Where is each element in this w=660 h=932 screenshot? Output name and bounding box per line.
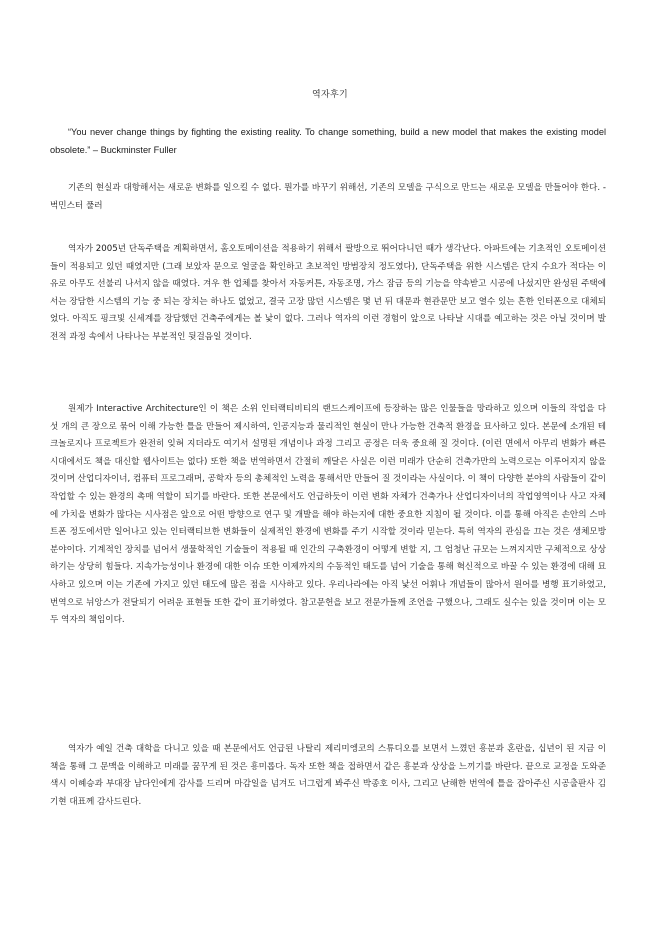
paragraph-3: 역자가 예일 건축 대학을 다니고 있을 때 본문에서도 언급된 나탈리 제리미엥코의 스튜디오를 보면서 느꼈던 흥분과 혼란을, 십년이 된 지금 이 책을 통해 그 문맥을 이해하고 미래를 꿈꾸게 된 것은 흥미롭다. 독자 또한 책을 접하면서 같은 흥분과 상상을 느끼기를 바란다. 끝으로 교정을 도와준 색시 이혜승과 부대장 남다인에게 감사를 드리며 마감일을 넘겨도 너그럽게 봐주신 박종호 이사, 그리고 난해한 번역에 틀을 잡아주신 시공출판사 김기현 대표께 감사드린다. [50,744,606,807]
page-title: 역자후기 [312,90,348,100]
paragraph-2: 원제가 Interactive Architecture인 이 책은 소위 인터랙티비티의 랜드스케이프에 등장하는 많은 인물들을 망라하고 있으며 이들의 작업을 다섯 개의 큰 장으로 묶어 이해 가능한 틀을 만들어 제시하여, 인공지능과 물리적인 현실이 만나 가능한 건축적 환경을 묘사하고 있다. 본문에 소개된 테크놀로지나 프로젝트가 완전히 잊혀 지더라도 여기서 설명된 개념이나 과정 그리고 공정은 더욱 중요해 질 것이다. (이런 면에서 아무리 변화가 빠른 시대에서도 책을 대신할 웹사이트는 없다) 또한 책을 번역하면서 간절히 깨달은 사실은 이런 미래가 단순히 건축가만의 노력으로는 이루어지지 않을 것이며 산업디자이너, 컴퓨터 프로그래머, 공학자 등의 총체적인 노력을 통해서만 만들어 질 것이라는 사실이다. 이 책이 다양한 분야의 사람들이 같이 작업할 수 있는 환경의 촉매 역할이 되기를 바란다. 또한 본문에서도 언급하듯이 이런 변화 자체가 건축가나 산업디자이너의 작업영역이나 사고 자체에 가치을 변화가 많다는 시사점은 앞으로 어떤 방향으로 연구 및 개발을 해야 하는지에 대한 중요한 지침이 될 것이다. 이를 통해 아직은 손안의 스마트폰 정도에서만 일어나고 있는 인터랙티브한 변화들이 실제적인 환경에 변화를 주기 시작할 것이라 믿는다. 특히 역자의 관심을 끄는 것은 생체모방 분야이다. 기계적인 장치를 넘어서 생물학적인 기술들이 적용될 때 인간의 구축환경이 어떻게 변할 지, 그 엄청난 규모는 느껴지지만 구체적으로 상상하기는 상당히 힘들다. 지속가능성이나 환경에 대한 이슈 또한 이제까지의 수동적인 태도를 넘어 기술을 통해 혁신적으로 바꿀 수 있는 환경에 대해 묘사하고 있으며 이는 기존에 가지고 있던 태도에 많은 점을 시사하고 있다. 우리나라에는 아직 낯선 어휘나 개념들이 많아서 원어를 병행 표기하였고, 번역으로 뉘앙스가 전달되기 어려운 표현들 또한 같이 표기하였다. 참고문헌을 보고 전문가들께 조언을 구했으나, 그래도 실수는 있을 것이며 이는 모두 역자의 책임이다. [50,404,606,626]
epigraph-english: “You never change things by fighting the existing reality. To change something, build a new model that makes the existing model obsolete.” – Buckminster Fuller [50,127,606,155]
paragraph-1: 역자가 2005년 단독주택을 계획하면서, 홈오토메이션을 적용하기 위해서 팔방으로 뛰어다니던 때가 생각난다. 아파트에는 기초적인 오토메이션들이 적용되고 있던 때였지만 (그래 보았자 문으로 얼굴을 확인하고 초보적인 방범장치 정도였다), 단독주택을 위한 시스템은 단지 수요가 적다는 이유로 아무도 선불리 나서지 않을 때였다. 겨우 한 업체를 찾아서 자동커튼, 자동조명, 가스 잠금 등의 기능을 약속받고 시공에 나섰지만 완성된 주택에서는 장담한 시스템의 기능 중 되는 장치는 하나도 없었고, 결국 고장 많던 시스템은 몇 년 뒤 대문과 현관문만 보고 열수 있는 흔한 인터폰으로 대체되었다. 아직도 핑크빛 신세계를 장담했던 건축주에게는 볼 낯이 없다. 그러나 역자의 이런 경험이 앞으로 나타날 시대를 예고하는 것은 아닐 것이며 발전적 과정 속에서 나타나는 부분적인 뒷걸음일 것이다. [50,244,606,342]
epigraph-korean: 기존의 현실과 대항해서는 새로운 변화를 일으킬 수 없다. 뭔가를 바꾸기 위해선, 기존의 모델을 구식으로 만드는 새로운 모델을 만들어야 한다. - 벅민스터 풀러 [50,183,606,211]
